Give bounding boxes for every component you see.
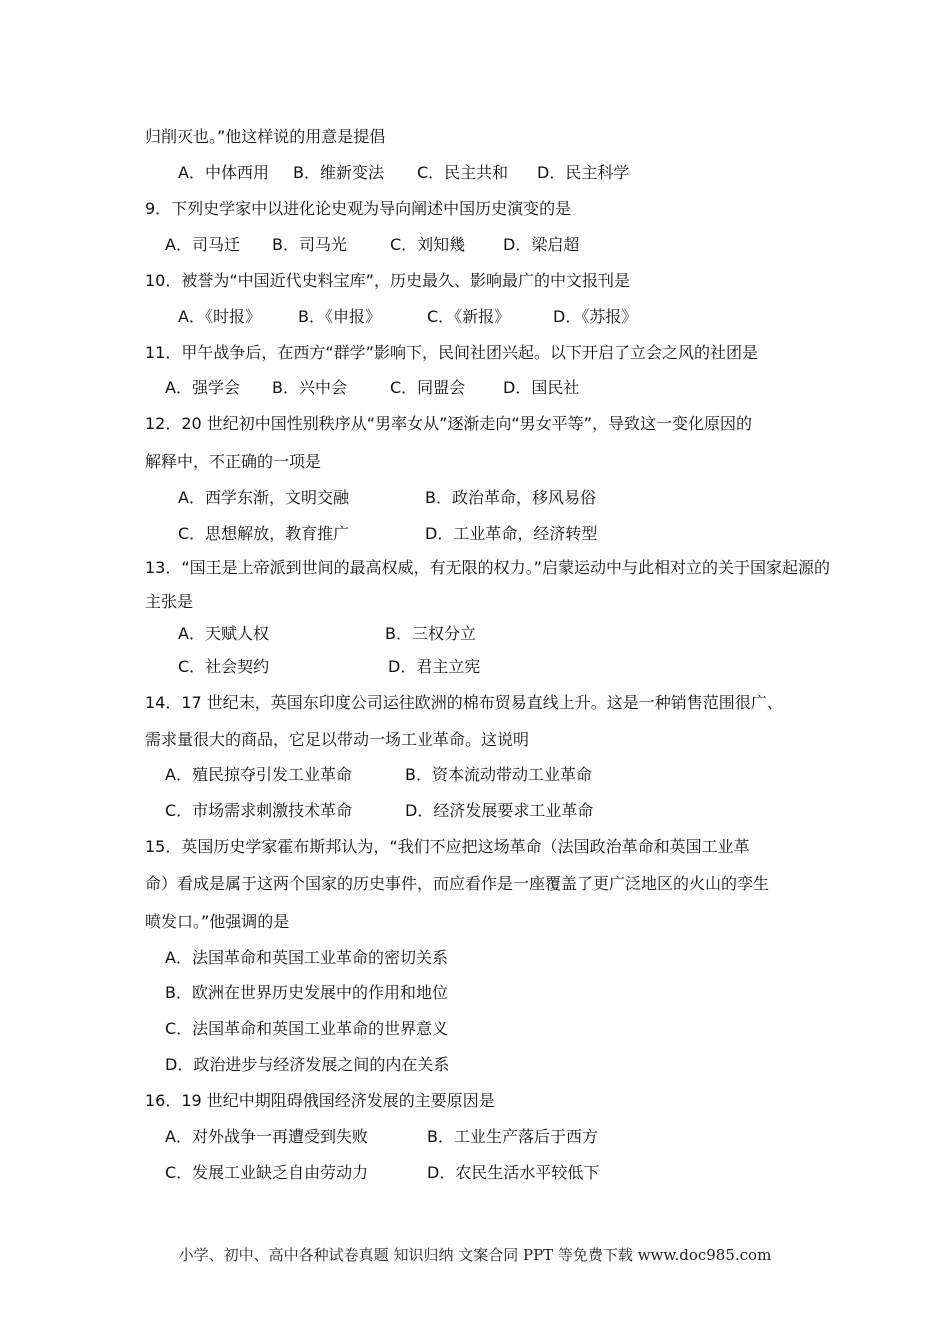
page-footer: 小学、初中、高中各种试卷真题 知识归纳 文案合同 PPT 等免费下载 www.doc985.com xyxy=(178,1246,772,1264)
stem-q15-line3: 喷发口。”他强调的是 xyxy=(145,912,290,931)
q14-option-b: B．资本流动带动工业革命 xyxy=(405,765,592,784)
q10-option-a: A．《时报》 xyxy=(178,307,261,326)
q13-option-c: C．社会契约 xyxy=(178,657,270,676)
stem-q14-line1: 14．17 世纪末，英国东印度公司运往欧洲的棉布贸易直线上升。这是一种销售范围很广、 xyxy=(145,693,783,712)
q14-option-a: A．殖民掠夺引发工业革命 xyxy=(165,765,352,784)
q9-option-d: D．梁启超 xyxy=(503,235,580,254)
stem-q15-line1: 15．英国历史学家霍布斯邦认为，“我们不应把这场革命（法国政治革命和英国工业革 xyxy=(145,837,750,856)
stem-q11: 11．甲午战争后，在西方“群学”影响下，民间社团兴起。以下开启了立会之风的社团是 xyxy=(145,343,758,362)
q8-option-b: B．维新变法 xyxy=(293,163,384,182)
q12-option-c: C．思想解放，教育推广 xyxy=(178,524,350,543)
q11-option-b: B．兴中会 xyxy=(272,378,347,397)
q12-option-b: B．政治革命，移风易俗 xyxy=(425,488,596,507)
q9-option-a: A．司马迁 xyxy=(165,235,240,254)
q13-option-b: B．三权分立 xyxy=(385,624,476,643)
stem-q14-line2: 需求量很大的商品，它足以带动一场工业革命。这说明 xyxy=(145,730,530,749)
q14-option-c: C．市场需求刺激技术革命 xyxy=(165,801,353,820)
stem-q8-tail: 归削灭也。”他这样说的用意是提倡 xyxy=(145,127,386,146)
q11-option-c: C．同盟会 xyxy=(390,378,466,397)
q11-option-d: D．国民社 xyxy=(503,378,580,397)
q13-option-a: A．天赋人权 xyxy=(178,624,269,643)
stem-q16: 16．19 世纪中期阻碍俄国经济发展的主要原因是 xyxy=(145,1091,495,1110)
q13-option-d: D．君主立宪 xyxy=(388,657,481,676)
q8-option-c: C．民主共和 xyxy=(417,163,509,182)
q10-option-c: C．《新报》 xyxy=(427,307,511,326)
q8-option-d: D．民主科学 xyxy=(537,163,630,182)
q10-option-d: D．《苏报》 xyxy=(553,307,638,326)
q15-option-a: A．法国革命和英国工业革命的密切关系 xyxy=(165,948,448,967)
stem-q12-line2: 解释中，不正确的一项是 xyxy=(145,452,322,471)
q9-option-c: C．刘知幾 xyxy=(390,235,466,254)
q16-option-b: B．工业生产落后于西方 xyxy=(427,1127,598,1146)
q12-option-d: D．工业革命，经济转型 xyxy=(425,524,598,543)
stem-q13-line1: 13．“国王是上帝派到世间的最高权威，有无限的权力。”启蒙运动中与此相对立的关于国家起源的 xyxy=(145,558,830,577)
stem-q9: 9．下列史学家中以进化论史观为导向阐述中国历史演变的是 xyxy=(145,199,572,218)
q15-option-b: B．欧洲在世界历史发展中的作用和地位 xyxy=(165,983,448,1002)
q16-option-a: A．对外战争一再遭受到失败 xyxy=(165,1127,368,1146)
stem-q10: 10．被誉为“中国近代史料宝库”，历史最久、影响最广的中文报刊是 xyxy=(145,271,630,290)
q12-option-a: A．西学东渐，文明交融 xyxy=(178,488,349,507)
q9-option-b: B．司马光 xyxy=(272,235,347,254)
stem-q15-line2: 命）看成是属于这两个国家的历史事件，而应看作是一座覆盖了更广泛地区的火山的孪生 xyxy=(145,874,770,893)
q16-option-d: D．农民生活水平较低下 xyxy=(427,1163,600,1182)
q11-option-a: A．强学会 xyxy=(165,378,240,397)
q16-option-c: C．发展工业缺乏自由劳动力 xyxy=(165,1163,369,1182)
q8-option-a: A．中体西用 xyxy=(178,163,269,182)
stem-q12-line1: 12．20 世纪初中国性别秩序从“男率女从”逐渐走向“男女平等”，导致这一变化原因的 xyxy=(145,414,752,433)
q14-option-d: D．经济发展要求工业革命 xyxy=(405,801,594,820)
q15-option-d: D．政治进步与经济发展之间的内在关系 xyxy=(165,1055,450,1074)
q10-option-b: B．《申报》 xyxy=(298,307,381,326)
q15-option-c: C．法国革命和英国工业革命的世界意义 xyxy=(165,1019,449,1038)
stem-q13-line2: 主张是 xyxy=(145,592,194,611)
